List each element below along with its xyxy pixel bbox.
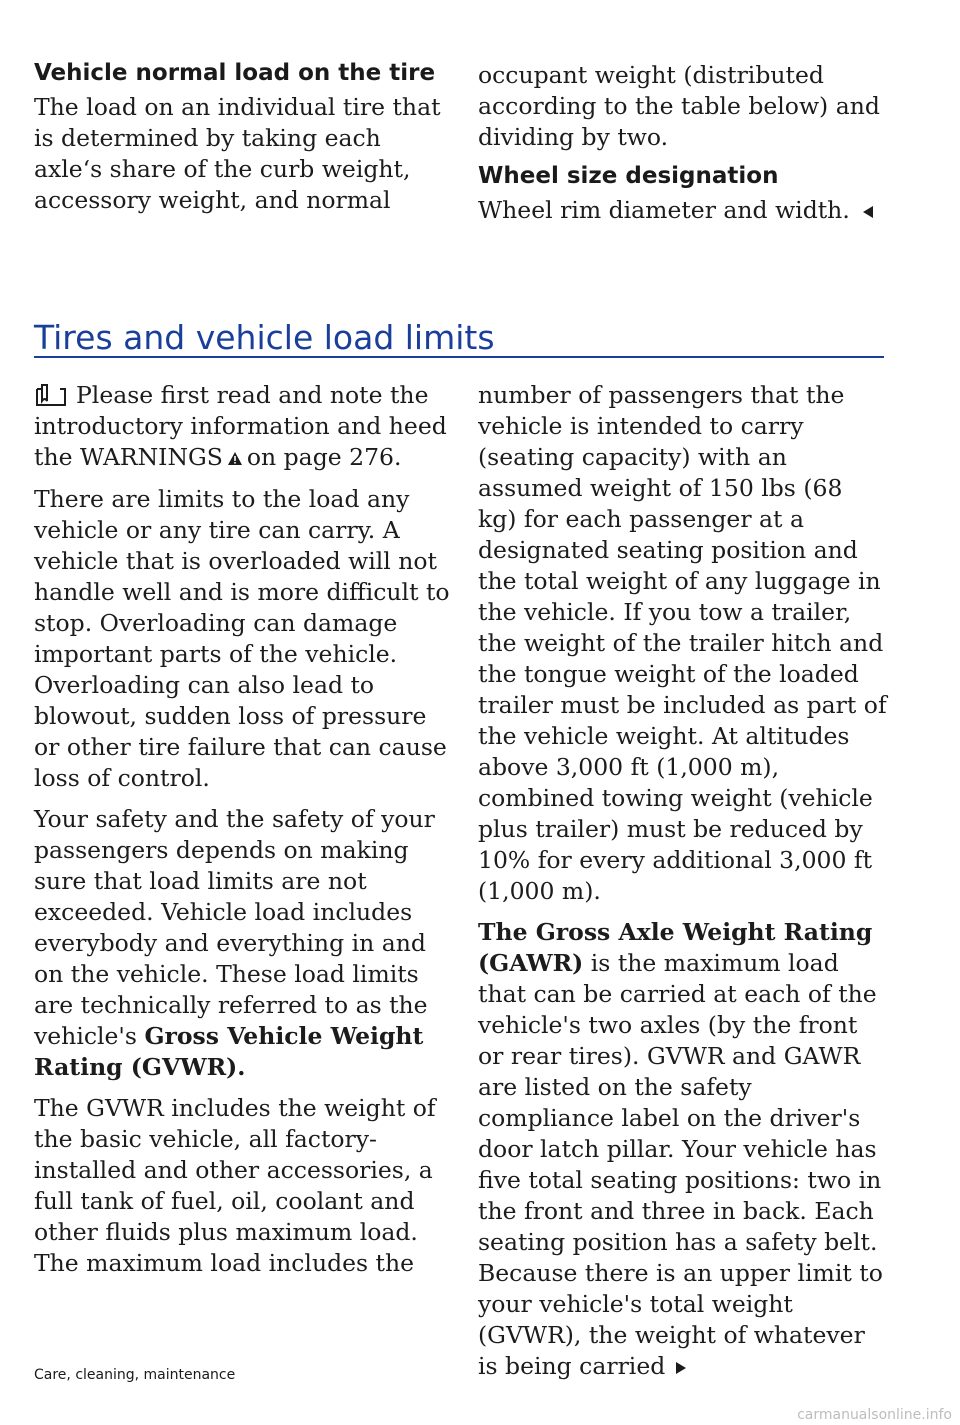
footer-chapter-label: Care, cleaning, maintenance: [34, 1367, 236, 1383]
safety-text: Your safety and the safety of your passengers depends on making sure that load limits are not exceeded. Vehicle load includes everybody and everything in and on the vehicle. These load limits are technically referred to as the vehicle's: [34, 805, 435, 1050]
gawr-text: is the maximum load that can be carried at each of the vehicle's two axles (by the front or rear tires). GVWR and GAWR are listed on the safety compliance label on the driver's door latch pillar. Your vehicle has five total seating positions: two in the front and three in back. Each seating position has a safety belt. Because there is an upper limit to your vehicle's total weight (GVWR), the weight of whatever is being carried: [478, 949, 883, 1380]
book-icon: [34, 383, 68, 407]
right-column: [478, 380, 888, 1393]
section-title: Tires and vehicle load limits: [34, 318, 495, 357]
paragraph-wheel-size: [478, 195, 888, 227]
paragraph-normal-load: The load on an individual tire that is determined by taking each axle‘s share of the curb weight, accessory weight, and normal: [34, 93, 441, 214]
gvwr-paragraph: The GVWR includes the weight of the basic vehicle, all factory-installed and other accessories, a full tank of fuel, oil, coolant and other fluids plus maximum load. The maximum load includes the: [34, 1094, 436, 1277]
subheading-normal-load: Vehicle normal load on the tire: [34, 60, 436, 86]
intro-text: Please first read and note the introductory information and heed the WARNINGS: [34, 381, 447, 471]
top-left-block: [34, 60, 454, 226]
passengers-paragraph: number of passengers that the vehicle is intended to carry (seating capacity) with an assumed weight of 150 lbs (68 kg) for each passenger at a designated seating position and the total weight of any luggage in the vehicle. If you tow a trailer, the weight of the trailer hitch and the tongue weight of the loaded trailer must be included as part of the vehicle weight. At altitudes above 3,000 ft (1,000 m), combined towing weight (vehicle plus trailer) must be reduced by 10% for every additional 3,000 ft (1,000 m).: [478, 381, 887, 905]
watermark: carmanualsonline.info: [797, 1407, 952, 1423]
left-column: [34, 380, 454, 1289]
paragraph-occupant-weight: occupant weight (distributed according to the table below) and dividing by two.: [478, 61, 880, 151]
warning-icon: [227, 443, 243, 474]
safety-paragraph: [34, 804, 454, 1083]
gvwr-term: Gross Vehicle Weight Rating (GVWR).: [34, 1022, 424, 1081]
gawr-term: The Gross Axle Weight Rating (GAWR): [478, 918, 873, 977]
continue-arrow-icon: [675, 1352, 687, 1383]
section-rule: [34, 356, 884, 358]
limits-paragraph: There are limits to the load any vehicle or any tire can carry. A vehicle that is overloaded will not handle well and is more difficult to stop. Overloading can damage important parts of the vehicle. Overloading can also lead to blowout, sudden loss of pressure or other tire failure that can cause loss of control.: [34, 485, 450, 792]
gawr-paragraph: [478, 917, 888, 1383]
subheading-wheel-size: Wheel size designation: [478, 163, 779, 189]
top-right-block: [478, 60, 888, 237]
intro-tail: on page 276.: [246, 443, 402, 471]
wheel-size-text: Wheel rim diameter and width.: [478, 196, 850, 224]
section-end-arrow-icon: [862, 196, 874, 227]
intro-paragraph: [34, 380, 454, 474]
